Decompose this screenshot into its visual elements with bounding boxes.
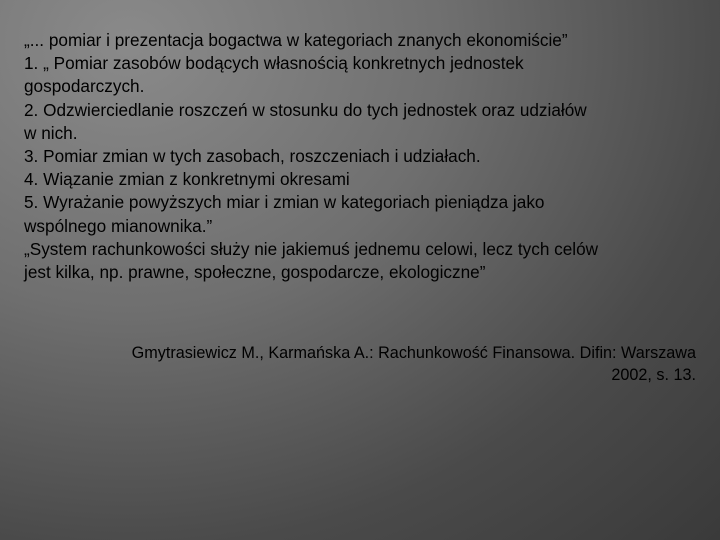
citation-line-2: 2002, s. 13. bbox=[611, 365, 696, 384]
quote-line-2-cont: w nich. bbox=[24, 122, 78, 143]
citation-line-1: Gmytrasiewicz M., Karmańska A.: Rachunkowość Finansowa. Difin: Warszawa bbox=[131, 344, 696, 362]
quote-line-3: 3. Pomiar zmian w tych zasobach, roszczeniach i udziałach. bbox=[24, 146, 481, 167]
quote-line-system-cont: jest kilka, np. prawne, społeczne, gospodarcze, ekologiczne” bbox=[24, 262, 486, 283]
citation bbox=[68, 343, 696, 386]
quote-line-5-cont: wspólnego mianownika.” bbox=[24, 215, 213, 236]
quote-line-system: „System rachunkowości służy nie jakiemuś jednemu celowi, lecz tych celów bbox=[24, 238, 599, 259]
quote-line-2: 2. Odzwierciedlanie roszczeń w stosunku do tych jednostek oraz udziałów bbox=[24, 99, 587, 120]
quote-line-4: 4. Wiązanie zmian z konkretnymi okresami bbox=[24, 169, 350, 190]
quote-text-block bbox=[24, 29, 700, 284]
quote-line-1: 1. „ Pomiar zasobów bodących własnością konkretnych jednostek bbox=[24, 53, 524, 74]
quote-line-intro: „... pomiar i prezentacja bogactwa w kategoriach znanych ekonomiście” bbox=[24, 30, 568, 50]
quote-line-1-cont: gospodarczych. bbox=[24, 76, 145, 97]
quote-line-5: 5. Wyrażanie powyższych miar i zmian w kategoriach pieniądza jako bbox=[24, 192, 545, 213]
